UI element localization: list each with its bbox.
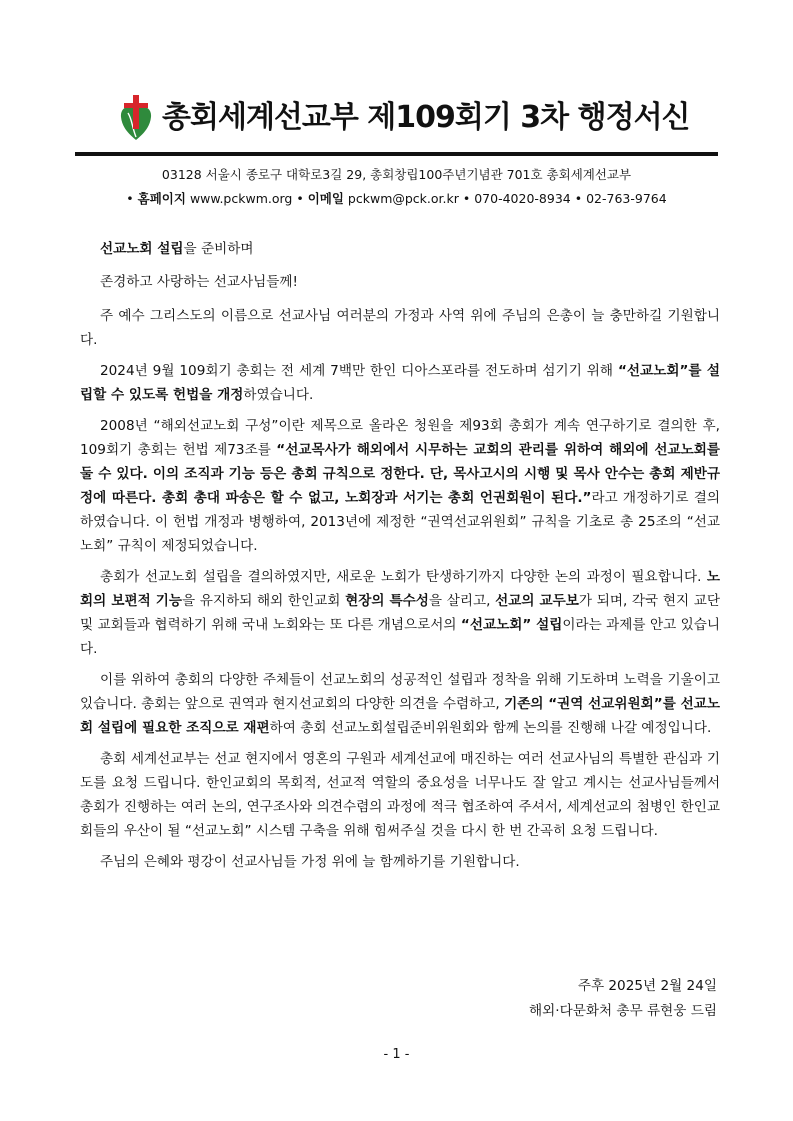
bullet: •	[126, 191, 134, 206]
phone-2: 02-763-9764	[586, 191, 667, 206]
paragraph-2: 2024년 9월 109회기 총회는 전 세계 7백만 한인 디아스포라를 전도하며 섬기기 위해 “선교노회”를 설립할 수 있도록 헌법을 개정하였습니다.	[80, 363, 720, 403]
phone-1: 070-4020-8934	[474, 191, 571, 206]
homepage-link[interactable]: www.pckwm.org	[189, 191, 293, 206]
letter-signature: 해외·다문화처 총무 류현웅 드림	[529, 1003, 717, 1019]
office-address: 03128 서울시 종로구 대학로3길 29, 총회창립100주년기념관 701호 총회세계선교부	[161, 167, 632, 182]
opening-line: 선교노회 설립을 준비하며	[100, 241, 254, 257]
paragraph-7: 주님의 은혜와 평강이 선교사님들 가정 위에 늘 함께하기를 기원합니다.	[100, 854, 520, 870]
email-link[interactable]: pckwm@pck.or.kr	[347, 191, 459, 206]
paragraph-6: 총회 세계선교부는 선교 현지에서 영혼의 구원과 세계선교에 매진하는 여러 선교사님의 특별한 관심과 기도를 요청 드립니다. 한인교회의 목회적, 선교적 역할의 중요성을 너무나도 잘 알고 계시는 선교사님들께서 총회가 진행하는 여러 논의, 연구조사와 의견수렴의 과정에 적극 협조하여 주셔서, 세계선교의 첨병인 한인교회들의 우산이 될 “선교노회” 시스템 구축을 위해 힘써주실 것을 다시 한 번 간곡히 요청 드립니다.	[80, 751, 720, 839]
homepage-label: 홈페이지	[137, 191, 186, 206]
email-label: 이메일	[307, 191, 344, 206]
bullet: •	[574, 191, 583, 206]
greeting: 존경하고 사랑하는 선교사님들께!	[100, 274, 298, 290]
bullet: •	[462, 191, 471, 206]
letter-header	[0, 88, 793, 148]
bullet: •	[296, 191, 304, 206]
page-title: 총회세계선교부 제109회기 3차 행정서신	[162, 100, 690, 135]
paragraph-3: 2008년 “해외선교노회 구성”이란 제목으로 올라온 청원을 제93회 총회가 계속 연구하기로 결의한 후, 109회기 총회는 헌법 제73조를 “선교목사가 해외에서 시무하는 교회의 관리를 위하여 해외에 선교노회를 둘 수 있다. 이의 조직과 기능 등은 총회 규칙으로 정한다. 단, 목사고시의 시행 및 목사 안수는 총회 제반규정에 따른다. 총회 총대 파송은 할 수 없고, 노회장과 서기는 총회 언권회원이 된다.”라고 개정하기로 결의하였습니다. 이 헌법 개정과 병행하여, 2013년에 제정한 “권역선교위원회” 규칙을 기초로 총 25조의 “선교노회” 규칙이 제정되었습니다.	[80, 418, 720, 554]
contact-line	[0, 190, 793, 208]
paragraph-4: 총회가 선교노회 설립을 결의하였지만, 새로운 노회가 탄생하기까지 다양한 논의 과정이 필요합니다. 노회의 보편적 기능을 유지하되 해외 한인교회 현장의 특수성을 살리고, 선교의 교두보가 되며, 각국 현지 교단 및 교회들과 협력하기 위해 국내 노회와는 또 다른 개념으로서의 “선교노회” 설립이라는 과제를 안고 있습니다.	[80, 569, 721, 657]
page-number: - 1 -	[383, 1047, 410, 1062]
church-logo-icon	[116, 95, 156, 141]
header-divider	[75, 152, 718, 156]
paragraph-1: 주 예수 그리스도의 이름으로 선교사님 여러분의 가정과 사역 위에 주님의 은총이 늘 충만하길 기원합니다.	[80, 308, 720, 348]
paragraph-5: 이를 위하여 총회의 다양한 주체들이 선교노회의 성공적인 설립과 정착을 위해 기도하며 노력을 기울이고 있습니다. 총회는 앞으로 권역과 현지선교회의 다양한 의견을 수렴하고, 기존의 “권역 선교위원회”를 선교노회 설립에 필요한 조직으로 재편하여 총회 선교노회설립준비위원회와 함께 논의를 진행해 나갈 예정입니다.	[80, 672, 720, 736]
letter-body	[80, 237, 720, 881]
letter-date: 주후 2025년 2월 24일	[577, 978, 717, 994]
